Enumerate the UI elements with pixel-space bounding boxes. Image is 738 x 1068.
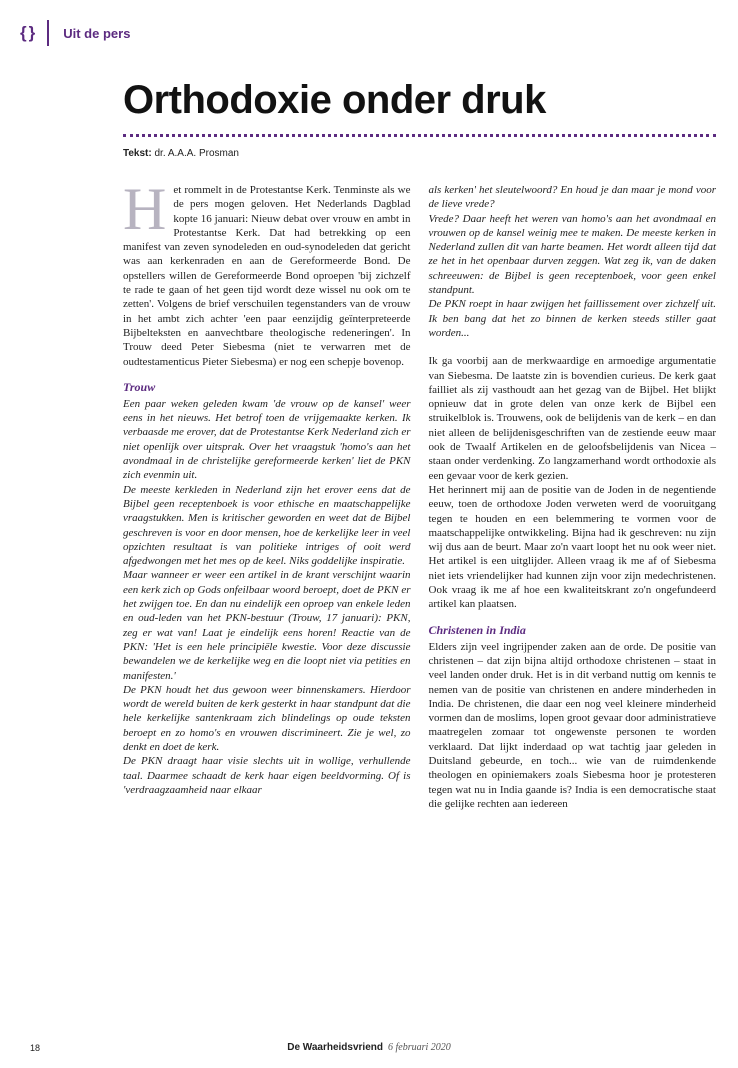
page-header: [20, 20, 130, 46]
quote-paragraph: Vrede? Daar heeft het weren van homo's aan het avondmaal en vrouwen op de kansel weinig mee te maken. De meeste kerken in Nederland zullen dit van harte beamen. Het wordt alleen tijd dat ze het in het openbaar durven zeggen. Wat zeg ik, van de daken schreeuwen: de Bijbel is geen receptenboek, voor geen enkel standpunt.: [428, 212, 716, 297]
quote-paragraph: De PKN draagt haar visie slechts uit in wollige, verhullende taal. Daarmee schaadt de kerk haar eigen beeldvorming. Of is 'verdraagzaamheid naar elkaar: [123, 755, 411, 796]
quote-paragraph: Een paar weken geleden kwam 'de vrouw op de kansel' weer eens in het nieuws. Het betrof toen de vrijgemaakte kerken. Ik verbaasde me erover, dat de Protestantse Kerk Nederland zich er niet openlijk over uitsprak. Over het vraagstuk 'homo's aan het avondmaal in de christelijke gereformeerde kerken' liet de PKN zich evenmin uit.: [123, 397, 411, 482]
page-number: 18: [30, 1043, 41, 1053]
article: [123, 78, 716, 811]
dotted-rule: [123, 134, 716, 137]
right-column: [429, 183, 717, 811]
section-label: Uit de pers: [63, 25, 131, 41]
intro-paragraph: [123, 176, 411, 369]
quote-paragraph: De PKN roept in haar zwijgen het faillissement over zichzelf uit. Ik ben bang dat het zo binnen de kerken steeds stiller gaat worden...: [428, 298, 716, 339]
quote-paragraph: Maar wanneer er weer een artikel in de krant verschijnt waarin een kerk zich op Gods onfeilbaar woord beroept, doet de PKN er het zwijgen toe. En dan nu eindelijk een oproep van enkele leden en oud-leden van het PKN-bestuur (Trouw, 17 januari): PKN, zeg er wat van! Laat je eindelijk eens horen! Reactie van de PKN: 'Het is een hele principiële kwestie. Voor deze discussie bewandelen we de kerkelijke weg en die loopt niet via petities en manifesten.': [123, 569, 411, 682]
article-title: Orthodoxie onder druk: [123, 78, 546, 122]
comment-paragraph: Ik ga voorbij aan de merkwaardige en armoedige argumentatie van Siebesma. De laatste zin is bovendien curieus. De kerk gaat failliet als zij vasthoudt aan het gezag van de Bijbel. Het blijkt opnieuw dat in grote delen van onze kerk de Bijbel een struikelblok is. Trouwens, ook de belijdenis van de kerk – en dan niet alleen de belijdenisgeschriften van de zestiende eeuw maar ook de Twaalf Artikelen en de geloofsbelijdenis van Nicea – staan onder verdenking. Zo langzamerhand wordt orthodoxie als een gevaar voor de kerk gezien.: [428, 355, 716, 482]
publication-name: De Waarheidsvriend: [287, 1042, 383, 1053]
two-column-layout: [123, 176, 716, 811]
header-divider: [47, 20, 49, 46]
subhead-christenen-in-india: Christenen in India: [428, 622, 526, 637]
brand-logo-icon: {}: [20, 23, 38, 42]
quote-paragraph: De PKN houdt het dus gewoon weer binnenskamers. Hierdoor wordt de wereld buiten de kerk gesterkt in haar standpunt dat die hele kerkelijke santenkraam zich blindelings op oude teksten beroept en zo homo's en vrouwen discrimineert. Zie je wel, zo denkt en doet de kerk.: [123, 683, 411, 753]
comment-paragraph: Het herinnert mij aan de positie van de Joden in de negentiende eeuw, toen de orthodoxe Joden verweten werd de vooruitgang tegen te houden en een belemmering te vormen voor de maatschappelijke ontwikkeling. Bijna had ik geschreven: nu zijn wij dus aan de beurt. Maar zo'n vaart loopt het nu ook weer niet. Het artikel is een uitglijder. Alleen vraag ik me af of Siebesma niet iets vriendelijker had kunnen zijn voor zijn medechristenen. Ook vraag ik me af hoe een kwaliteitskrant zo'n ongefundeerd artikel kan plaatsen.: [428, 483, 716, 611]
issue-date: 6 februari 2020: [388, 1042, 451, 1053]
byline: [123, 148, 716, 159]
left-column: [123, 176, 411, 811]
page-footer: [0, 1042, 738, 1056]
paragraph-gap: [429, 340, 717, 354]
quote-paragraph: als kerken' het sleutelwoord? En houd je dan maar je mond voor de lieve vrede?: [428, 184, 716, 211]
subhead-trouw: Trouw: [123, 379, 156, 394]
intro-text: et rommelt in de Protestantse Kerk. Tenminste als we de pers mogen geloven. Het Nederlands Dagblad kopte 16 januari: Nieuw debat over vrouw en ambt in Protestantse Kerk. Dat had betrekking op een manifest van zeven synodeleden en oud-synodeleden dat gericht was aan kerkenraden en aan de Gereformeerde Bond. De opstellers willen de Gereformeerde Bond oproepen 'bij zichzelf te rade te gaan of het geen tijd wordt deze wissel nu ook om te zetten'. Volgens de brief verschuilen tegenstanders van de vrouw in het ambt zich achter 'een paar eenzijdig geïnterpreteerde Bijbelteksten en aanvechtbare theologische redeneringen'. In Trouw deed Peter Siebesma (niet te verwarren met de oudtestamenticus Pieter Siebesma) er nog een schepje bovenop.: [123, 184, 411, 368]
quote-paragraph: De meeste kerkleden in Nederland zijn het erover eens dat de Bijbel geen receptenboek is voor ethische en maatschappelijke vraagstukken. Men is kritischer geworden en weet dat de Bijbel geschreven is voor en door mensen, hoe de kerkelijke leer in veel opzichten resultaat is van politieke intriges of ooit werd afgedwongen met het mes op de keel. Niks goddelijke inspiratie.: [123, 483, 411, 568]
footer-center: [0, 1042, 738, 1053]
body-paragraph: Elders zijn veel ingrijpender zaken aan de orde. De positie van christenen – dat zijn bijna altijd orthodoxe christenen – staat in veel landen onder druk. Het is in dit verband nuttig om kennis te nemen van de positie van christenen en andere minderheden in India. De christenen, die daar een nog veel kleinere minderheid vormen dan de moslims, lopen groot gevaar door administratieve maatregelen zomaar tot ongewenste personen te worden verklaard. Dat lijkt inderdaad op wat tachtig jaar geleden in Duitsland gebeurde, en toch... wie van de ruimdenkende theologen en opiniemakers zoals Siebesma hoor je protesteren tegen wat nu in India gaande is? India is een democratische staat die gelijke rechten aan iedereen: [428, 640, 716, 810]
dropcap-letter: H: [123, 176, 167, 242]
byline-author: dr. A.A.A. Prosman: [154, 148, 239, 159]
byline-label: Tekst:: [123, 148, 152, 159]
